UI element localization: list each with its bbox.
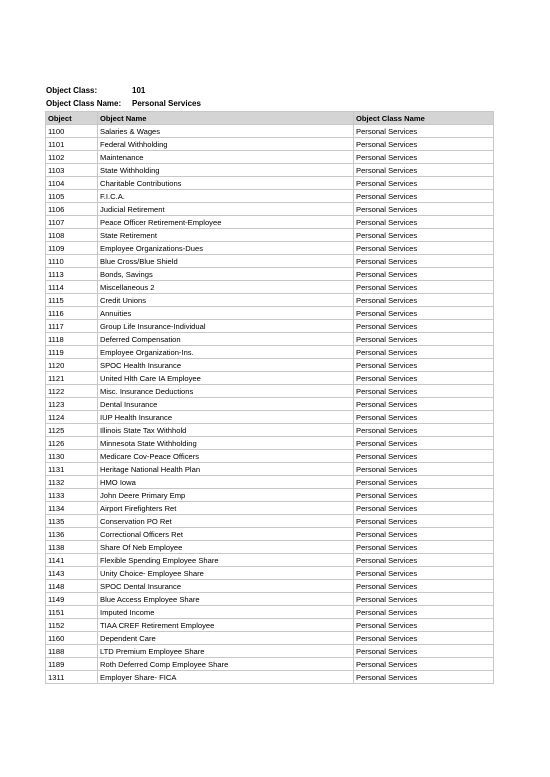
- object-name-cell: IUP Health Insurance: [98, 411, 354, 424]
- object-name-cell: Minnesota State Withholding: [98, 437, 354, 450]
- object-code-cell: 1108: [46, 229, 98, 242]
- object-code-cell: 1131: [46, 463, 98, 476]
- object-code-cell: 1122: [46, 385, 98, 398]
- object-code-cell: 1134: [46, 502, 98, 515]
- table-row: [46, 307, 494, 320]
- table-row: [46, 632, 494, 645]
- object-name-cell: TIAA CREF Retirement Employee: [98, 619, 354, 632]
- object-class-name-cell: Personal Services: [354, 593, 494, 606]
- table-row: [46, 398, 494, 411]
- object-code-cell: 1110: [46, 255, 98, 268]
- object-name-cell: Correctional Officers Ret: [98, 528, 354, 541]
- object-name-cell: SPOC Dental Insurance: [98, 580, 354, 593]
- object-name-cell: Dependent Care: [98, 632, 354, 645]
- table-row: [46, 385, 494, 398]
- object-name-cell: United Hlth Care IA Employee: [98, 372, 354, 385]
- table-row: [46, 125, 494, 138]
- object-class-name-cell: Personal Services: [354, 164, 494, 177]
- object-name-cell: Heritage National Health Plan: [98, 463, 354, 476]
- object-class-name-cell: Personal Services: [354, 125, 494, 138]
- object-class-name-cell: Personal Services: [354, 437, 494, 450]
- object-code-cell: 1138: [46, 541, 98, 554]
- object-code-cell: 1149: [46, 593, 98, 606]
- object-class-name-row: [46, 97, 201, 110]
- table-row: [46, 541, 494, 554]
- object-code-cell: 1141: [46, 554, 98, 567]
- document-header: [46, 84, 201, 110]
- object-name-cell: HMO Iowa: [98, 476, 354, 489]
- object-code-cell: 1124: [46, 411, 98, 424]
- object-name-cell: Deferred Compensation: [98, 333, 354, 346]
- table-row: [46, 203, 494, 216]
- table-row: [46, 294, 494, 307]
- table-row: [46, 645, 494, 658]
- object-name-cell: State Retirement: [98, 229, 354, 242]
- table-row: [46, 606, 494, 619]
- object-code-cell: 1105: [46, 190, 98, 203]
- table-row: [46, 671, 494, 684]
- object-class-name-cell: Personal Services: [354, 203, 494, 216]
- table-row: [46, 424, 494, 437]
- object-name-cell: Medicare Cov-Peace Officers: [98, 450, 354, 463]
- object-code-cell: 1188: [46, 645, 98, 658]
- table-row: [46, 268, 494, 281]
- object-class-name-cell: Personal Services: [354, 554, 494, 567]
- object-code-cell: 1189: [46, 658, 98, 671]
- object-name-cell: Blue Cross/Blue Shield: [98, 255, 354, 268]
- object-name-cell: LTD Premium Employee Share: [98, 645, 354, 658]
- object-name-cell: Imputed Income: [98, 606, 354, 619]
- table-row: [46, 346, 494, 359]
- column-header-object: Object: [46, 112, 98, 125]
- object-name-cell: John Deere Primary Emp: [98, 489, 354, 502]
- object-name-cell: Flexible Spending Employee Share: [98, 554, 354, 567]
- object-class-name-cell: Personal Services: [354, 528, 494, 541]
- object-name-cell: Group Life Insurance-Individual: [98, 320, 354, 333]
- column-header-object-name: Object Name: [98, 112, 354, 125]
- object-class-name-cell: Personal Services: [354, 229, 494, 242]
- object-name-cell: Unity Choice- Employee Share: [98, 567, 354, 580]
- object-class-name-cell: Personal Services: [354, 567, 494, 580]
- object-class-name-cell: Personal Services: [354, 502, 494, 515]
- object-class-name-cell: Personal Services: [354, 359, 494, 372]
- object-class-name-cell: Personal Services: [354, 242, 494, 255]
- table-row: [46, 658, 494, 671]
- object-code-cell: 1123: [46, 398, 98, 411]
- table-header-row: [46, 112, 494, 125]
- object-name-cell: Peace Officer Retirement-Employee: [98, 216, 354, 229]
- table-row: [46, 164, 494, 177]
- table-body: [46, 125, 494, 684]
- object-name-cell: Employer Share- FICA: [98, 671, 354, 684]
- object-name-cell: Maintenance: [98, 151, 354, 164]
- object-code-cell: 1311: [46, 671, 98, 684]
- table-row: [46, 528, 494, 541]
- table-row: [46, 242, 494, 255]
- object-class-name-cell: Personal Services: [354, 398, 494, 411]
- object-class-name-cell: Personal Services: [354, 177, 494, 190]
- table-row: [46, 229, 494, 242]
- object-code-cell: 1103: [46, 164, 98, 177]
- table-row: [46, 476, 494, 489]
- table-row: [46, 216, 494, 229]
- table-row: [46, 450, 494, 463]
- object-class-name-cell: Personal Services: [354, 489, 494, 502]
- object-name-cell: Employee Organizations-Dues: [98, 242, 354, 255]
- table-row: [46, 502, 494, 515]
- object-name-cell: Federal Withholding: [98, 138, 354, 151]
- table-row: [46, 151, 494, 164]
- object-name-cell: Miscellaneous 2: [98, 281, 354, 294]
- object-class-name-cell: Personal Services: [354, 632, 494, 645]
- object-name-cell: Judicial Retirement: [98, 203, 354, 216]
- object-code-cell: 1132: [46, 476, 98, 489]
- object-class-name-cell: Personal Services: [354, 541, 494, 554]
- object-class-name-cell: Personal Services: [354, 476, 494, 489]
- object-class-name-cell: Personal Services: [354, 450, 494, 463]
- object-class-name-cell: Personal Services: [354, 372, 494, 385]
- object-code-cell: 1107: [46, 216, 98, 229]
- table-row: [46, 177, 494, 190]
- object-name-cell: Blue Access Employee Share: [98, 593, 354, 606]
- object-code-cell: 1133: [46, 489, 98, 502]
- table-row: [46, 567, 494, 580]
- object-code-cell: 1118: [46, 333, 98, 346]
- object-class-name-cell: Personal Services: [354, 268, 494, 281]
- object-name-cell: F.I.C.A.: [98, 190, 354, 203]
- object-name-cell: State Withholding: [98, 164, 354, 177]
- object-code-cell: 1148: [46, 580, 98, 593]
- object-class-row: [46, 84, 201, 97]
- object-class-name-cell: Personal Services: [354, 346, 494, 359]
- table-row: [46, 411, 494, 424]
- object-code-cell: 1126: [46, 437, 98, 450]
- object-code-cell: 1116: [46, 307, 98, 320]
- object-class-name-cell: Personal Services: [354, 580, 494, 593]
- object-table: [45, 111, 494, 684]
- object-code-cell: 1104: [46, 177, 98, 190]
- object-code-cell: 1135: [46, 515, 98, 528]
- object-class-name-label: Object Class Name:: [46, 99, 122, 108]
- object-code-cell: 1119: [46, 346, 98, 359]
- object-class-value: 101: [132, 86, 146, 95]
- column-header-object-class-name: Object Class Name: [354, 112, 494, 125]
- object-code-cell: 1136: [46, 528, 98, 541]
- object-name-cell: Employee Organization-Ins.: [98, 346, 354, 359]
- object-name-cell: Airport Firefighters Ret: [98, 502, 354, 515]
- table-row: [46, 489, 494, 502]
- table-row: [46, 359, 494, 372]
- table-row: [46, 463, 494, 476]
- object-code-cell: 1151: [46, 606, 98, 619]
- object-class-name-cell: Personal Services: [354, 385, 494, 398]
- table-row: [46, 593, 494, 606]
- object-class-label: Object Class:: [46, 86, 98, 95]
- table-row: [46, 190, 494, 203]
- object-name-cell: Salaries & Wages: [98, 125, 354, 138]
- table-row: [46, 437, 494, 450]
- object-name-cell: Illinois State Tax Withhold: [98, 424, 354, 437]
- object-code-cell: 1102: [46, 151, 98, 164]
- object-name-cell: SPOC Health Insurance: [98, 359, 354, 372]
- object-class-name-cell: Personal Services: [354, 281, 494, 294]
- table-row: [46, 333, 494, 346]
- object-class-name-cell: Personal Services: [354, 658, 494, 671]
- object-code-cell: 1130: [46, 450, 98, 463]
- table-row: [46, 580, 494, 593]
- object-code-cell: 1100: [46, 125, 98, 138]
- table-row: [46, 554, 494, 567]
- object-class-name-cell: Personal Services: [354, 463, 494, 476]
- object-class-name-cell: Personal Services: [354, 515, 494, 528]
- table-row: [46, 320, 494, 333]
- object-code-cell: 1120: [46, 359, 98, 372]
- object-code-cell: 1160: [46, 632, 98, 645]
- object-class-name-cell: Personal Services: [354, 294, 494, 307]
- object-code-cell: 1152: [46, 619, 98, 632]
- table-row: [46, 281, 494, 294]
- object-name-cell: Conservation PO Ret: [98, 515, 354, 528]
- object-code-cell: 1106: [46, 203, 98, 216]
- object-name-cell: Credit Unions: [98, 294, 354, 307]
- object-class-name-cell: Personal Services: [354, 619, 494, 632]
- object-class-name-cell: Personal Services: [354, 320, 494, 333]
- object-code-cell: 1109: [46, 242, 98, 255]
- object-name-cell: Share Of Neb Employee: [98, 541, 354, 554]
- object-class-name-cell: Personal Services: [354, 216, 494, 229]
- object-code-cell: 1101: [46, 138, 98, 151]
- object-class-name-cell: Personal Services: [354, 606, 494, 619]
- object-name-cell: Bonds, Savings: [98, 268, 354, 281]
- object-code-cell: 1125: [46, 424, 98, 437]
- table-row: [46, 372, 494, 385]
- object-code-cell: 1121: [46, 372, 98, 385]
- object-class-name-cell: Personal Services: [354, 671, 494, 684]
- object-class-name-cell: Personal Services: [354, 255, 494, 268]
- table-row: [46, 619, 494, 632]
- object-class-name-cell: Personal Services: [354, 138, 494, 151]
- object-class-name-cell: Personal Services: [354, 190, 494, 203]
- object-name-cell: Misc. Insurance Deductions: [98, 385, 354, 398]
- object-class-name-cell: Personal Services: [354, 411, 494, 424]
- object-class-name-cell: Personal Services: [354, 151, 494, 164]
- table-row: [46, 515, 494, 528]
- object-class-name-value: Personal Services: [132, 99, 201, 108]
- object-name-cell: Roth Deferred Comp Employee Share: [98, 658, 354, 671]
- object-class-name-cell: Personal Services: [354, 333, 494, 346]
- object-name-cell: Dental Insurance: [98, 398, 354, 411]
- object-code-cell: 1117: [46, 320, 98, 333]
- table-row: [46, 138, 494, 151]
- object-code-cell: 1113: [46, 268, 98, 281]
- object-name-cell: Annuities: [98, 307, 354, 320]
- object-code-cell: 1114: [46, 281, 98, 294]
- object-class-name-cell: Personal Services: [354, 307, 494, 320]
- object-class-name-cell: Personal Services: [354, 424, 494, 437]
- object-code-cell: 1115: [46, 294, 98, 307]
- object-name-cell: Charitable Contributions: [98, 177, 354, 190]
- object-code-cell: 1143: [46, 567, 98, 580]
- table-row: [46, 255, 494, 268]
- object-class-name-cell: Personal Services: [354, 645, 494, 658]
